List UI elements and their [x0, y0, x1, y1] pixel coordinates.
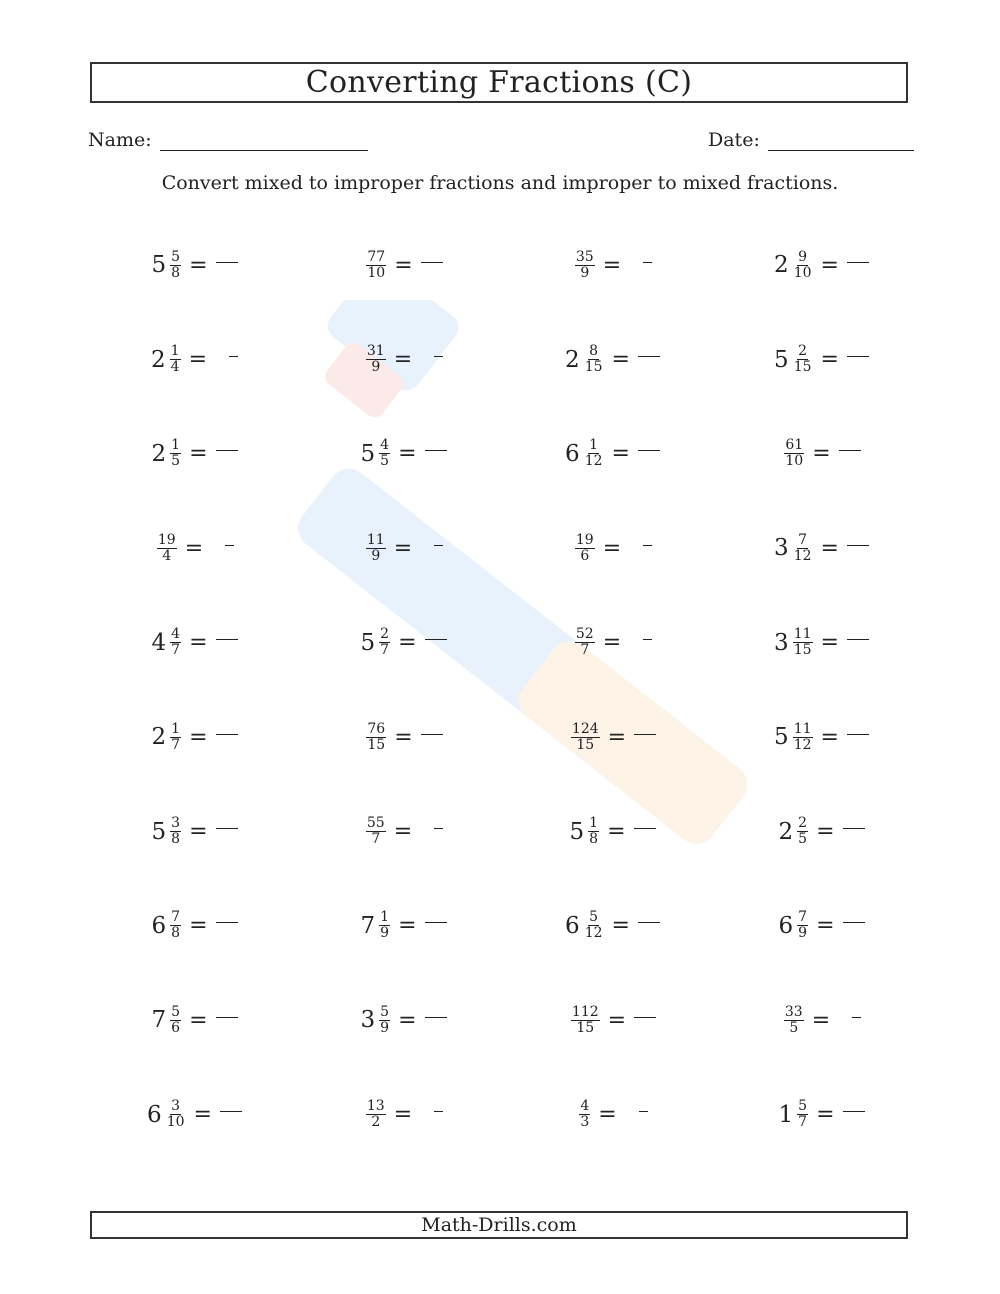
- numerator: 52: [575, 626, 594, 643]
- problem-item[interactable]: [299, 501, 508, 595]
- fraction: [170, 344, 181, 375]
- answer-blank[interactable]: [216, 734, 238, 735]
- denominator: 9: [371, 547, 381, 564]
- numerator: 1: [589, 815, 599, 832]
- fraction: [588, 816, 599, 847]
- whole-number: 2: [774, 252, 789, 279]
- numerator: 19: [575, 531, 594, 548]
- problem-item[interactable]: [90, 501, 299, 595]
- answer-blank[interactable]: [225, 545, 234, 546]
- answer-blank[interactable]: [216, 450, 238, 451]
- fraction: [575, 627, 595, 658]
- numerator: 33: [784, 1003, 803, 1020]
- answer-blank[interactable]: [216, 1017, 238, 1018]
- equals-sign: =: [189, 252, 208, 278]
- denominator: 8: [171, 831, 181, 848]
- equals-sign: =: [816, 1102, 835, 1128]
- answer-blank[interactable]: [638, 356, 660, 357]
- denominator: 10: [166, 1114, 185, 1131]
- answer-blank[interactable]: [434, 828, 443, 829]
- denominator: 4: [162, 547, 172, 564]
- fraction: [571, 1005, 600, 1036]
- whole-number: 6: [151, 912, 167, 939]
- problem-item[interactable]: [299, 973, 508, 1067]
- answer-blank[interactable]: [634, 734, 656, 735]
- fraction: [584, 438, 604, 469]
- problem-item[interactable]: [90, 690, 299, 784]
- numerator: 55: [366, 815, 385, 832]
- whole-number: 5: [569, 818, 585, 845]
- fraction: [170, 722, 181, 753]
- denominator: 12: [584, 453, 603, 470]
- denominator: 9: [798, 925, 808, 942]
- problem-item[interactable]: [508, 312, 717, 406]
- whole-number: 3: [774, 535, 789, 562]
- denominator: 15: [793, 359, 812, 376]
- fraction: [793, 344, 813, 375]
- answer-blank[interactable]: [434, 545, 443, 546]
- denominator: 2: [371, 1114, 381, 1131]
- problem-item[interactable]: [717, 501, 926, 595]
- problem-item[interactable]: [508, 501, 717, 595]
- fraction: [575, 533, 595, 564]
- answer-blank[interactable]: [639, 1111, 648, 1112]
- answer-blank[interactable]: [425, 450, 447, 451]
- denominator: 7: [171, 642, 181, 659]
- answer-blank[interactable]: [425, 922, 447, 923]
- denominator: 5: [789, 1019, 799, 1036]
- answer-blank[interactable]: [847, 639, 869, 640]
- fraction: [170, 1005, 181, 1036]
- fraction: [784, 438, 804, 469]
- equals-sign: =: [598, 1102, 617, 1128]
- denominator: 5: [380, 453, 390, 470]
- fraction: [379, 910, 390, 941]
- denominator: 12: [793, 547, 812, 564]
- fraction: [170, 438, 181, 469]
- date-field[interactable]: [708, 124, 914, 151]
- problem-item[interactable]: [299, 879, 508, 973]
- equals-sign: =: [812, 441, 831, 467]
- denominator: 15: [367, 736, 386, 753]
- whole-number: 5: [151, 818, 167, 845]
- numerator: 77: [367, 248, 386, 265]
- problem-item[interactable]: [717, 312, 926, 406]
- equals-sign: =: [820, 252, 839, 278]
- equals-sign: =: [816, 913, 835, 939]
- fraction: [166, 1099, 186, 1130]
- problem-item[interactable]: [508, 973, 717, 1067]
- fraction: [571, 722, 600, 753]
- whole-number: 6: [147, 1101, 162, 1128]
- problem-item[interactable]: [717, 879, 926, 973]
- problem-item[interactable]: [299, 218, 508, 312]
- denominator: 7: [171, 736, 181, 753]
- name-label: Name:: [88, 129, 152, 151]
- answer-blank[interactable]: [847, 356, 869, 357]
- denominator: 6: [580, 547, 590, 564]
- numerator: 19: [157, 531, 176, 548]
- problem-item[interactable]: [717, 973, 926, 1067]
- equals-sign: =: [611, 441, 630, 467]
- answer-blank[interactable]: [643, 262, 652, 263]
- equals-sign: =: [820, 535, 839, 561]
- equals-sign: =: [393, 1102, 413, 1128]
- equals-sign: =: [607, 1007, 627, 1033]
- problem-item[interactable]: [299, 312, 508, 406]
- equals-sign: =: [189, 1007, 208, 1033]
- numerator: 5: [798, 1098, 808, 1115]
- whole-number: 6: [565, 912, 580, 939]
- numerator: 1: [171, 720, 181, 737]
- fraction: [366, 344, 386, 375]
- answer-blank[interactable]: [220, 1111, 242, 1112]
- equals-sign: =: [816, 819, 835, 845]
- equals-sign: =: [393, 347, 413, 373]
- problem-item[interactable]: [90, 784, 299, 878]
- answer-blank[interactable]: [425, 639, 447, 640]
- equals-sign: =: [398, 1007, 417, 1033]
- fraction: [797, 816, 808, 847]
- fraction: [170, 250, 181, 281]
- problem-item[interactable]: [90, 596, 299, 690]
- problem-item[interactable]: [299, 407, 508, 501]
- fraction: [793, 627, 813, 658]
- answer-blank[interactable]: [434, 356, 443, 357]
- denominator: 10: [367, 264, 386, 281]
- equals-sign: =: [394, 252, 413, 278]
- answer-blank[interactable]: [216, 639, 238, 640]
- answer-blank[interactable]: [839, 450, 861, 451]
- whole-number: 2: [565, 346, 580, 373]
- problem-item[interactable]: [508, 784, 717, 878]
- fraction: [793, 250, 813, 281]
- problem-item[interactable]: [717, 690, 926, 784]
- problem-item[interactable]: [508, 596, 717, 690]
- whole-number: 4: [151, 629, 167, 656]
- fraction: [170, 816, 181, 847]
- answer-blank[interactable]: [216, 828, 238, 829]
- fraction: [170, 627, 181, 658]
- problem-item[interactable]: [90, 312, 299, 406]
- numerator: 9: [798, 248, 808, 265]
- equals-sign: =: [189, 630, 208, 656]
- problem-item[interactable]: [90, 1068, 299, 1162]
- numerator: 7: [798, 909, 808, 926]
- numerator: 13: [366, 1098, 385, 1115]
- equals-sign: =: [602, 535, 622, 561]
- equals-sign: =: [189, 724, 208, 750]
- numerator: 7: [171, 909, 181, 926]
- answer-blank[interactable]: [634, 1017, 656, 1018]
- denominator: 4: [170, 359, 180, 376]
- problem-item[interactable]: [717, 218, 926, 312]
- whole-number: 2: [151, 440, 167, 467]
- fraction: [366, 1099, 386, 1130]
- fraction: [575, 250, 595, 281]
- whole-number: 2: [151, 346, 166, 373]
- fraction: [379, 438, 390, 469]
- fraction: [797, 910, 808, 941]
- whole-number: 5: [774, 346, 789, 373]
- equals-sign: =: [607, 819, 626, 845]
- answer-blank[interactable]: [843, 922, 865, 923]
- equals-sign: =: [398, 913, 417, 939]
- answer-blank[interactable]: [852, 1017, 861, 1018]
- whole-number: 5: [360, 440, 376, 467]
- numerator: 11: [793, 626, 812, 643]
- answer-blank[interactable]: [229, 356, 238, 357]
- equals-sign: =: [820, 347, 839, 373]
- fraction: [366, 722, 386, 753]
- answer-blank[interactable]: [843, 828, 865, 829]
- denominator: 9: [380, 1019, 390, 1036]
- answer-blank[interactable]: [643, 639, 652, 640]
- whole-number: 7: [360, 912, 376, 939]
- problem-grid: [90, 218, 926, 1162]
- answer-blank[interactable]: [421, 262, 443, 263]
- fraction: [366, 816, 386, 847]
- denominator: 9: [371, 359, 381, 376]
- fraction: [579, 1099, 590, 1130]
- numerator: 1: [171, 437, 181, 454]
- problem-item[interactable]: [717, 784, 926, 878]
- equals-sign: =: [611, 913, 630, 939]
- equals-sign: =: [398, 441, 417, 467]
- equals-sign: =: [820, 630, 839, 656]
- equals-sign: =: [393, 819, 413, 845]
- answer-blank[interactable]: [216, 922, 238, 923]
- denominator: 5: [171, 453, 181, 470]
- equals-sign: =: [611, 347, 630, 373]
- equals-sign: =: [184, 535, 204, 561]
- answer-blank[interactable]: [434, 1111, 443, 1112]
- answer-blank[interactable]: [638, 922, 660, 923]
- footer-site: Math-Drills.com: [90, 1211, 908, 1239]
- whole-number: 6: [778, 912, 794, 939]
- problem-item[interactable]: [299, 596, 508, 690]
- problem-item[interactable]: [717, 1068, 926, 1162]
- problem-item[interactable]: [299, 690, 508, 784]
- date-blank[interactable]: [768, 124, 914, 151]
- numerator: 124: [571, 720, 599, 737]
- denominator: 8: [589, 831, 599, 848]
- problem-item[interactable]: [299, 784, 508, 878]
- numerator: 2: [798, 343, 808, 360]
- equals-sign: =: [188, 347, 207, 373]
- fraction: [793, 722, 813, 753]
- denominator: 7: [380, 642, 390, 659]
- fraction: [379, 1005, 390, 1036]
- numerator: 1: [170, 343, 180, 360]
- denominator: 9: [580, 264, 590, 281]
- answer-blank[interactable]: [843, 1111, 865, 1112]
- numerator: 1: [380, 909, 390, 926]
- equals-sign: =: [811, 1007, 831, 1033]
- date-label: Date:: [708, 129, 760, 151]
- numerator: 3: [171, 1098, 181, 1115]
- numerator: 61: [785, 437, 804, 454]
- whole-number: 5: [151, 252, 167, 279]
- problem-item[interactable]: [717, 596, 926, 690]
- problem-item[interactable]: [508, 218, 717, 312]
- problem-item[interactable]: [508, 879, 717, 973]
- answer-blank[interactable]: [847, 734, 869, 735]
- numerator: 112: [571, 1003, 599, 1020]
- denominator: 15: [576, 736, 595, 753]
- whole-number: 5: [774, 724, 789, 751]
- denominator: 9: [380, 925, 390, 942]
- problem-item[interactable]: [717, 407, 926, 501]
- instructions: Convert mixed to improper fractions and improper to mixed fractions.: [161, 172, 839, 194]
- answer-blank[interactable]: [421, 734, 443, 735]
- problem-item[interactable]: [299, 1068, 508, 1162]
- fraction: [584, 910, 604, 941]
- numerator: 2: [798, 815, 808, 832]
- worksheet-title: Converting Fractions (C): [90, 62, 908, 103]
- problem-item[interactable]: [508, 1068, 717, 1162]
- numerator: 4: [171, 626, 181, 643]
- whole-number: 3: [774, 629, 789, 656]
- whole-number: 3: [360, 1007, 376, 1034]
- problem-item[interactable]: [90, 218, 299, 312]
- numerator: 3: [171, 815, 181, 832]
- numerator: 35: [575, 248, 594, 265]
- answer-blank[interactable]: [847, 262, 869, 263]
- whole-number: 2: [151, 724, 167, 751]
- answer-blank[interactable]: [643, 545, 652, 546]
- whole-number: 1: [778, 1101, 794, 1128]
- equals-sign: =: [398, 630, 417, 656]
- equals-sign: =: [393, 535, 413, 561]
- denominator: 15: [793, 642, 812, 659]
- fraction: [793, 533, 813, 564]
- numerator: 2: [380, 626, 390, 643]
- answer-blank[interactable]: [634, 828, 656, 829]
- equals-sign: =: [189, 913, 208, 939]
- whole-number: 2: [778, 818, 794, 845]
- equals-sign: =: [602, 252, 622, 278]
- numerator: 7: [798, 531, 808, 548]
- numerator: 76: [367, 720, 386, 737]
- fraction: [584, 344, 604, 375]
- whole-number: 7: [151, 1007, 167, 1034]
- denominator: 8: [171, 925, 181, 942]
- equals-sign: =: [394, 724, 413, 750]
- fraction: [379, 627, 390, 658]
- answer-blank[interactable]: [847, 545, 869, 546]
- fraction: [797, 1099, 808, 1130]
- equals-sign: =: [193, 1102, 212, 1128]
- fraction: [366, 250, 386, 281]
- equals-sign: =: [189, 819, 208, 845]
- denominator: 6: [171, 1019, 181, 1036]
- fraction: [366, 533, 386, 564]
- numerator: 5: [171, 248, 181, 265]
- numerator: 4: [380, 437, 390, 454]
- fraction: [157, 533, 177, 564]
- equals-sign: =: [189, 441, 208, 467]
- equals-sign: =: [820, 724, 839, 750]
- answer-blank[interactable]: [425, 1017, 447, 1018]
- name-field[interactable]: [88, 124, 368, 151]
- equals-sign: =: [607, 724, 627, 750]
- denominator: 8: [171, 264, 181, 281]
- numerator: 5: [380, 1003, 390, 1020]
- numerator: 11: [793, 720, 812, 737]
- denominator: 7: [371, 831, 381, 848]
- problem-item[interactable]: [508, 690, 717, 784]
- denominator: 3: [580, 1114, 590, 1131]
- denominator: 7: [580, 642, 590, 659]
- problem-item[interactable]: [90, 973, 299, 1067]
- fraction: [170, 910, 181, 941]
- answer-blank[interactable]: [638, 450, 660, 451]
- numerator: 5: [589, 909, 599, 926]
- problem-item[interactable]: [90, 407, 299, 501]
- denominator: 12: [793, 736, 812, 753]
- denominator: 7: [798, 1114, 808, 1131]
- whole-number: 6: [565, 440, 580, 467]
- numerator: 8: [589, 343, 599, 360]
- name-blank[interactable]: [160, 124, 368, 151]
- problem-item[interactable]: [508, 407, 717, 501]
- numerator: 5: [171, 1003, 181, 1020]
- denominator: 12: [584, 925, 603, 942]
- equals-sign: =: [602, 630, 622, 656]
- answer-blank[interactable]: [216, 262, 238, 263]
- numerator: 1: [589, 437, 599, 454]
- denominator: 15: [584, 359, 603, 376]
- denominator: 10: [785, 453, 804, 470]
- numerator: 31: [366, 343, 385, 360]
- problem-item[interactable]: [90, 879, 299, 973]
- denominator: 15: [576, 1019, 595, 1036]
- numerator: 4: [580, 1098, 590, 1115]
- numerator: 11: [366, 531, 385, 548]
- denominator: 5: [798, 831, 808, 848]
- denominator: 10: [793, 264, 812, 281]
- fraction: [784, 1005, 804, 1036]
- whole-number: 5: [360, 629, 376, 656]
